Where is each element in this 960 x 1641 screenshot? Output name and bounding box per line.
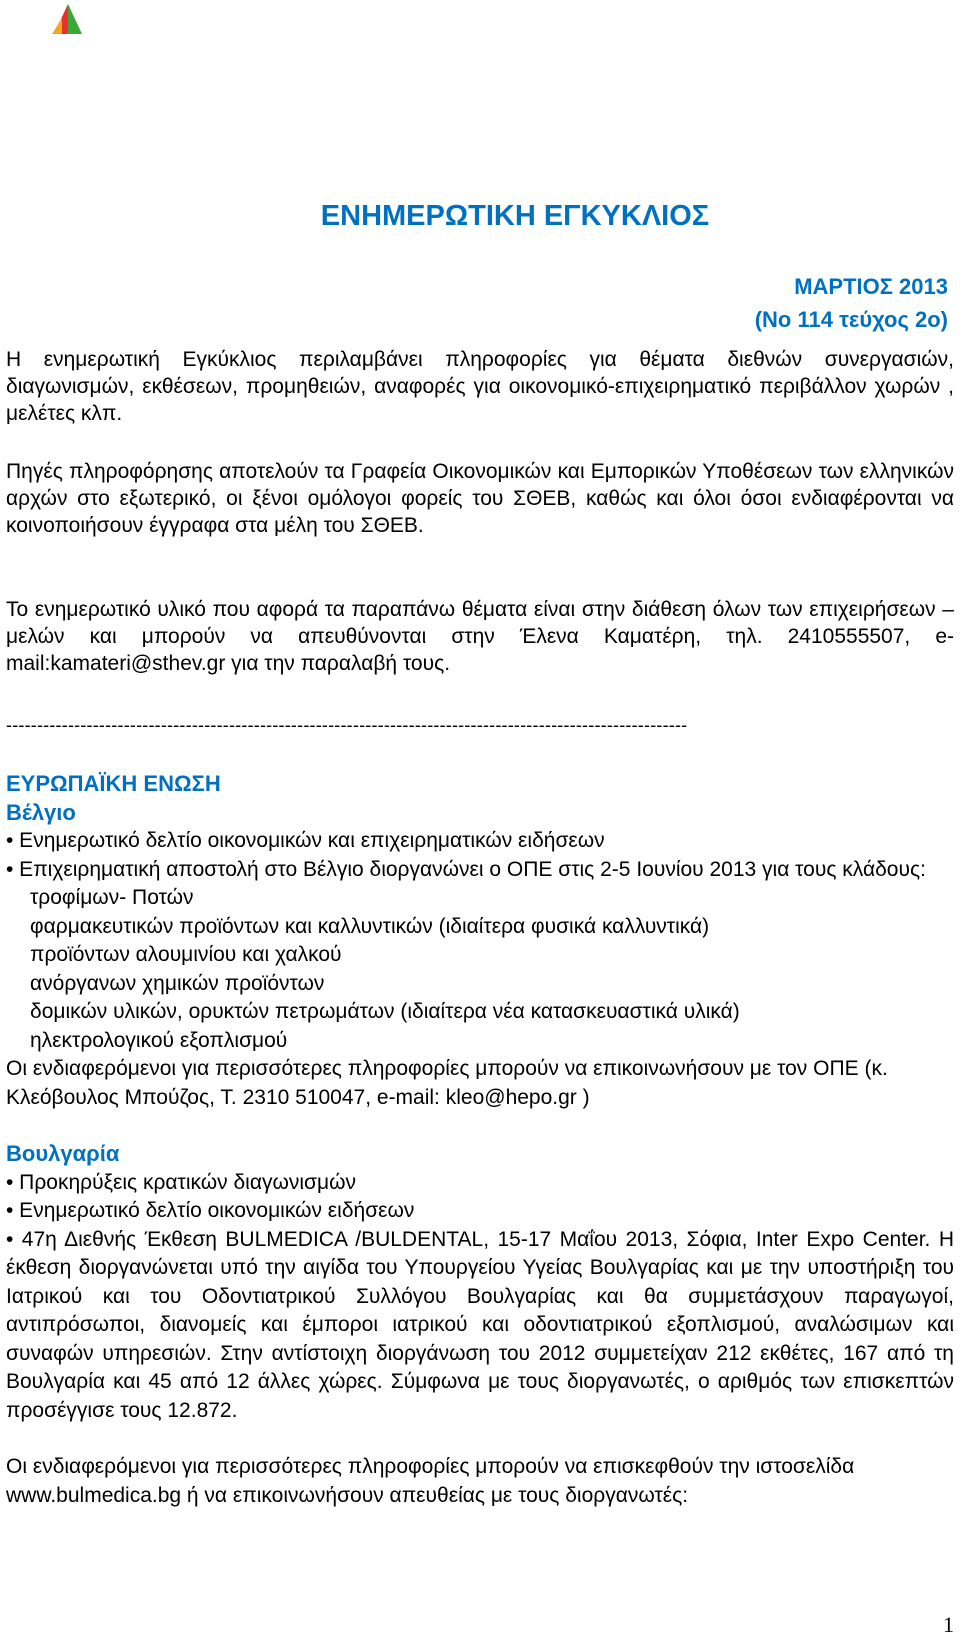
bulgaria-heading: Βουλγαρία — [6, 1141, 120, 1166]
document-title: ΕΝΗΜΕΡΩΤΙΚΗ ΕΓΚΥΚΛΙΟΣ — [320, 200, 710, 232]
logo-icon — [40, 0, 96, 40]
belgium-bullet-2: • Επιχειρηματική αποστολή στο Βέλγιο διοργανώνει ο ΟΠΕ στις 2-5 Ιουνίου 2013 για τους κλάδους: — [6, 857, 926, 881]
issue-date-block — [755, 270, 948, 336]
bulgaria-contact: Οι ενδιαφερόμενοι για περισσότερες πληροφορίες μπορούν να επισκεφθούν την ιστοσελίδα www.bulmedica.bg ή να επικοινωνήσουν απευθείας με τους διοργανωτές: — [6, 1455, 855, 1507]
eu-section — [6, 770, 954, 1510]
intro-paragraph-2: Πηγές πληροφόρησης αποτελούν τα Γραφεία Οικονομικών και Εμπορικών Υποθέσεων των ελληνικών αρχών στο εξωτερικό, οι ξένοι ομόλογοι φορείς του ΣΘΕΒ, καθώς και όλοι όσοι ενδιαφέρονται να κοινοποιήσουν έγγραφα στα μέλη του ΣΘΕΒ. — [6, 460, 954, 537]
divider-line: -------------------------------------------------------------------------------------------------------------- — [6, 715, 688, 735]
intro-paragraph-1: Η ενημερωτική Εγκύκλιος περιλαμβάνει πληροφορίες για θέματα διεθνών συνεργασιών, διαγωνισμών, εκθέσεων, προμηθειών, αναφορές για οικονομικό-επιχειρηματικό περιβάλλον χωρών , μελέτες κλπ. — [6, 348, 954, 425]
bulgaria-bullet-1: • Προκηρύξεις κρατικών διαγωνισμών — [6, 1170, 357, 1194]
issue-number: (Νο 114 τεύχος 2ο) — [754, 307, 948, 332]
belgium-heading: Βέλγιο — [6, 799, 76, 825]
sector-item: ηλεκτρολογικού εξοπλισμού — [30, 1028, 288, 1052]
sector-item: ανόργανων χημικών προϊόντων — [30, 971, 325, 995]
issue-date: ΜΑΡΤΙΟΣ 2013 — [794, 274, 948, 299]
sector-item: δομικών υλικών, ορυκτών πετρωμάτων (ιδιαίτερα νέα κατασκευαστικά υλικά) — [30, 1000, 740, 1023]
eu-heading: ΕΥΡΩΠΑΪΚΗ ΕΝΩΣΗ — [6, 771, 221, 796]
page-number: 1 — [943, 1612, 954, 1637]
bulgaria-bullet-2: • Ενημερωτικό δελτίο οικονομικών ειδήσεων — [6, 1199, 415, 1222]
intro-paragraph-3: Το ενημερωτικό υλικό που αφορά τα παραπάνω θέματα είναι στην διάθεση όλων των επιχειρήσεων – μελών και μπορούν να απευθύνονται στην Έλενα Καματέρη, τηλ. 2410555507, e-mail:kamateri@sthev.gr για την παραλαβή τους. — [6, 598, 954, 675]
sector-item: φαρμακευτικών προϊόντων και καλλυντικών (ιδιαίτερα φυσικά καλλυντικά) — [30, 914, 710, 938]
sector-item: τροφίμων- Ποτών — [30, 886, 194, 909]
bulgaria-bullet-3: • 47η Διεθνής Έκθεση BULMEDICA /BULDENTAL, 15-17 Μαΐου 2013, Σόφια, Inter Expo Center. Η έκθεση διοργανώνεται υπό την αιγίδα του Υπουργείου Υγείας Βουλγαρίας και με την υποστήριξη του Ιατρικού και του Οδοντιατρικού Συλλόγου Βουλγαρίας και θα συμμετάσχουν παραγωγοί, αντιπρόσωποι, διανομείς και έμποροι ιατρικού και οδοντιατρικού εξοπλισμού, αναλώσιμων και συναφών υπηρεσιών. Στην αντίστοιχη διοργάνωση του 2012 συμμετείχαν 212 εκθέτες, 167 από τη Βουλγαρία και 45 από 12 άλλες χώρες. Σύμφωνα με τους διοργανωτές, ο αριθμός των επισκεπτών προσέγγισε τους 12.872. — [6, 1227, 954, 1422]
belgium-contact: Οι ενδιαφερόμενοι για περισσότερες πληροφορίες μπορούν να επικοινωνήσουν με τον ΟΠΕ (κ. Κλεόβουλος Μπούζος, Τ. 2310 510047, e-mail: kleo@hepo.gr ) — [6, 1057, 888, 1109]
belgium-bullet-1: • Ενημερωτικό δελτίο οικονομικών και επιχειρηματικών ειδήσεων — [6, 829, 605, 852]
sector-item: προϊόντων αλουμινίου και χαλκού — [30, 943, 342, 966]
logo-green-shape — [68, 4, 82, 34]
